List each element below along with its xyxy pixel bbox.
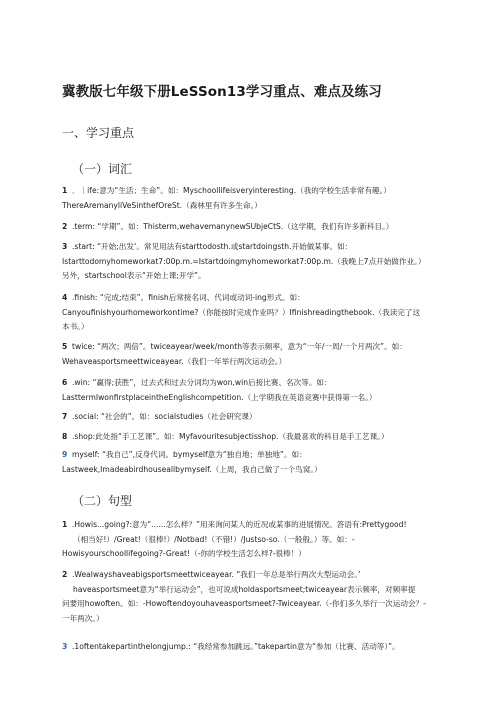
item-text-line: haveasportsmeet意为“举行运动会”，也可说成holdasportsmeet;twiceayear表示频率，对频率提 [73, 584, 416, 594]
item-text-line: .Wealwayshaveabigsportsmeettwiceayear. “我们一年总是举行两次大型运动会。’ [72, 570, 361, 579]
item-number: 4 [62, 293, 68, 302]
item-text-line: 一年两次。） [62, 613, 104, 623]
item-number: 3 [62, 642, 68, 651]
item-text-line: Lastweek,Imadeabirdhouseallbymyself.（上周，我自己做了一个鸟窝。） [62, 464, 322, 474]
subsection-heading-sentence-patterns: （二）句型 [72, 494, 133, 508]
item-text-line: ．｜ife:意为“生活；生命”。如：Myschoollifeisveryinteresting.（我的学校生活非常有趣。） [72, 186, 392, 195]
subsection-heading-vocabulary: （一）词汇 [72, 162, 133, 176]
item-number: 3 [62, 242, 68, 251]
item-text-line: .1oftentakepartinthelongjump.: “我经常参加跳远。”takepartin意为“参加（比赛、活动等）”。 [72, 642, 400, 651]
section-heading-study-focus: 一、学习重点 [62, 126, 135, 140]
item-number: 9 [62, 450, 68, 459]
vocab-item-2 [62, 220, 482, 235]
item-text-line: .shop:此处指“手工艺课”。如：Myfavouritesubjectisshop.（我最喜欢的科目是手工艺课。） [72, 432, 389, 441]
item-number: 7 [62, 412, 68, 421]
item-text-line: 另外，startschool表示“开始上课;开学”。 [62, 271, 206, 280]
item-text-line: .term: “学期”。如：Thisterm,wehavemanynewSUbjeCtS.（这学期，我们有许多新科目。） [72, 222, 394, 231]
vocab-item-1 [62, 184, 482, 213]
sentence-item-3 [62, 640, 482, 655]
item-text-line: Istarttodomyhomeworkat7:00p.m.=Istartdoingmyhomeworkat7:00p.m.（我晚上7点开始做作业。） [62, 256, 426, 266]
item-text-line: Wehaveasportsmeettwiceayear.（我们一年举行两次运动会。） [62, 356, 287, 366]
item-text-line: twice: “两次；两倍”。twiceayear/week/month等表示频率，意为“一年/一周/一个月两次”。如： [72, 342, 407, 351]
item-number: 1 [62, 186, 68, 195]
item-text-line: ThereAremanyliVeSinthefOreSt.（森林里有许多生命。） [62, 200, 262, 210]
sentence-item-2 [62, 568, 482, 626]
item-text-line: Canyoufinishyourhomeworkontime?（你能按时完成作业吗？）Ifinishreadingthebook.（我读完了这 [62, 307, 421, 317]
vocab-item-7 [62, 410, 482, 425]
item-number: 5 [62, 342, 68, 351]
item-text-line: Howisyourschoollifegoing?-Great!（-你的学校生活怎么样?-很棒！） [62, 549, 306, 558]
item-text-line: .start: “开始;出发‘。常见用法有starttodosth.或startdoingsth.开始做某事。如： [72, 242, 353, 251]
item-number: 1 [62, 520, 68, 529]
item-text-line: 本书。） [62, 322, 89, 331]
item-number: 6 [62, 378, 68, 387]
item-text-line: .social: “社会的”。如：socialstudies（社会研究课） [72, 412, 257, 421]
item-text-line: .win: “赢得;获胜”，过去式和过去分词均为won,win后接比赛、名次等。如： [72, 378, 332, 387]
item-number: 2 [62, 222, 68, 231]
vocab-item-9 [62, 448, 482, 477]
sentence-item-1 [62, 518, 482, 562]
item-text-line: .Howis...going?:意为“......怎么样？”用来询问某人的近况或某事的进展情况。答语有:Prettygood! [72, 520, 407, 529]
item-text-line: LasttermIwonfirstplaceintheEnglishcompetition.（上学期我在英语竞赛中获得第一名。） [62, 392, 377, 402]
item-number: 8 [62, 432, 68, 441]
item-text-line: .finish: “完成;结束”。finish后常接名词、代词或动词-ing形式。如： [72, 293, 305, 302]
item-text-line: myself: “我自己”,反身代词。bymyself意为“独自地；单独地”。如： [72, 450, 307, 459]
document-title: 冀教版七年级下册LeSSon13学习重点、难点及练习 [62, 84, 382, 100]
vocab-item-3 [62, 240, 482, 284]
vocab-item-4 [62, 291, 482, 335]
item-text-line: （相当好!）/Great!（很棒!）/Notbad!（不错!）/Justso-so.（一般般。）等。如：- [73, 534, 355, 544]
vocab-item-6 [62, 376, 482, 405]
item-text-line: 问要用howoften。如：-Howoftendoyouhaveasportsmeet?-Twiceayear.（-你们多久举行一次运动会？- [62, 599, 426, 608]
vocab-item-5 [62, 340, 482, 369]
vocab-item-8 [62, 430, 482, 445]
item-number: 2 [62, 570, 68, 579]
